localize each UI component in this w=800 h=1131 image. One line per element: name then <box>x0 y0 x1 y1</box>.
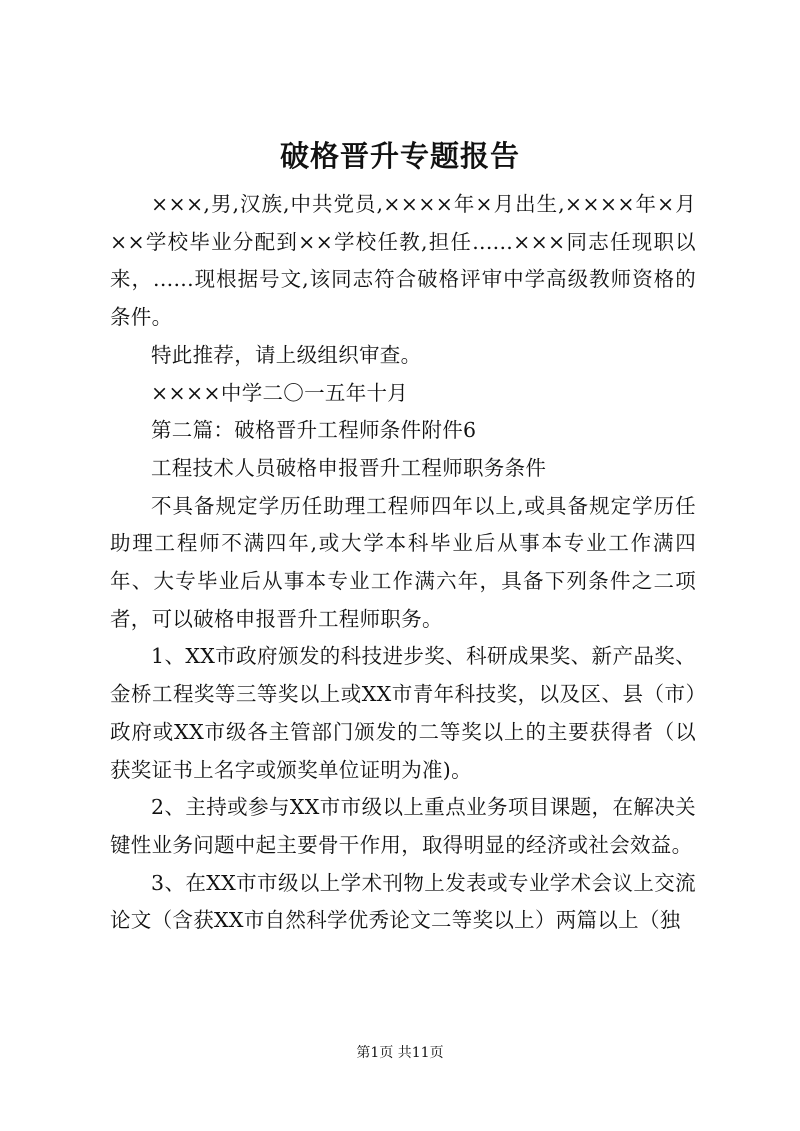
paragraph-conditions-heading: 工程技术人员破格申报晋升工程师职务条件 <box>151 455 547 480</box>
page-footer: 第1页 共11页 <box>356 1045 444 1061</box>
paragraph-condition-3: 3、在XX市市级以上学术刊物上发表或专业学术会议上交流论文（含获XX市自然科学优秀论文二等奖以上）两篇以上（独 <box>110 870 696 933</box>
document-body <box>110 186 696 940</box>
paragraph-condition-2: 2、主持或参与XX市市级以上重点业务项目课题，在解决关键性业务问题中起主要骨干作用，取得明显的经济或社会效益。 <box>110 795 696 857</box>
paragraph-section-heading: 第二篇：破格晋升工程师条件附件6 <box>151 418 477 443</box>
document-title: 破格晋升专题报告 <box>279 139 520 173</box>
paragraph-intro: ×××,男,汉族,中共党员,××××年×月出生,××××年×月××学校毕业分配到××学校任教,担任......×××同志任现职以来，......现根据号文,该同志符合破格评审中学高级教师资格的条件。 <box>110 192 696 330</box>
paragraph-eligibility: 不具备规定学历任助理工程师四年以上,或具备规定学历任助理工程师不满四年,或大学本科毕业后从事本专业工作满四年、大专毕业后从事本专业工作满六年，具备下列条件之二项者，可以破格申报晋升工程师职务。 <box>110 493 696 631</box>
paragraph-signature-date: ××××中学二〇一五年十月 <box>151 380 409 405</box>
paragraph-recommendation: 特此推荐，请上级组织审查。 <box>151 342 422 367</box>
paragraph-condition-1: 1、XX市政府颁发的科技进步奖、科研成果奖、新产品奖、金桥工程奖等三等奖以上或XX市青年科技奖，以及区、县（市）政府或XX市级各主管部门颁发的二等奖以上的主要获得者（以获奖证书上名字或颁奖单位证明为准)。 <box>110 644 696 782</box>
